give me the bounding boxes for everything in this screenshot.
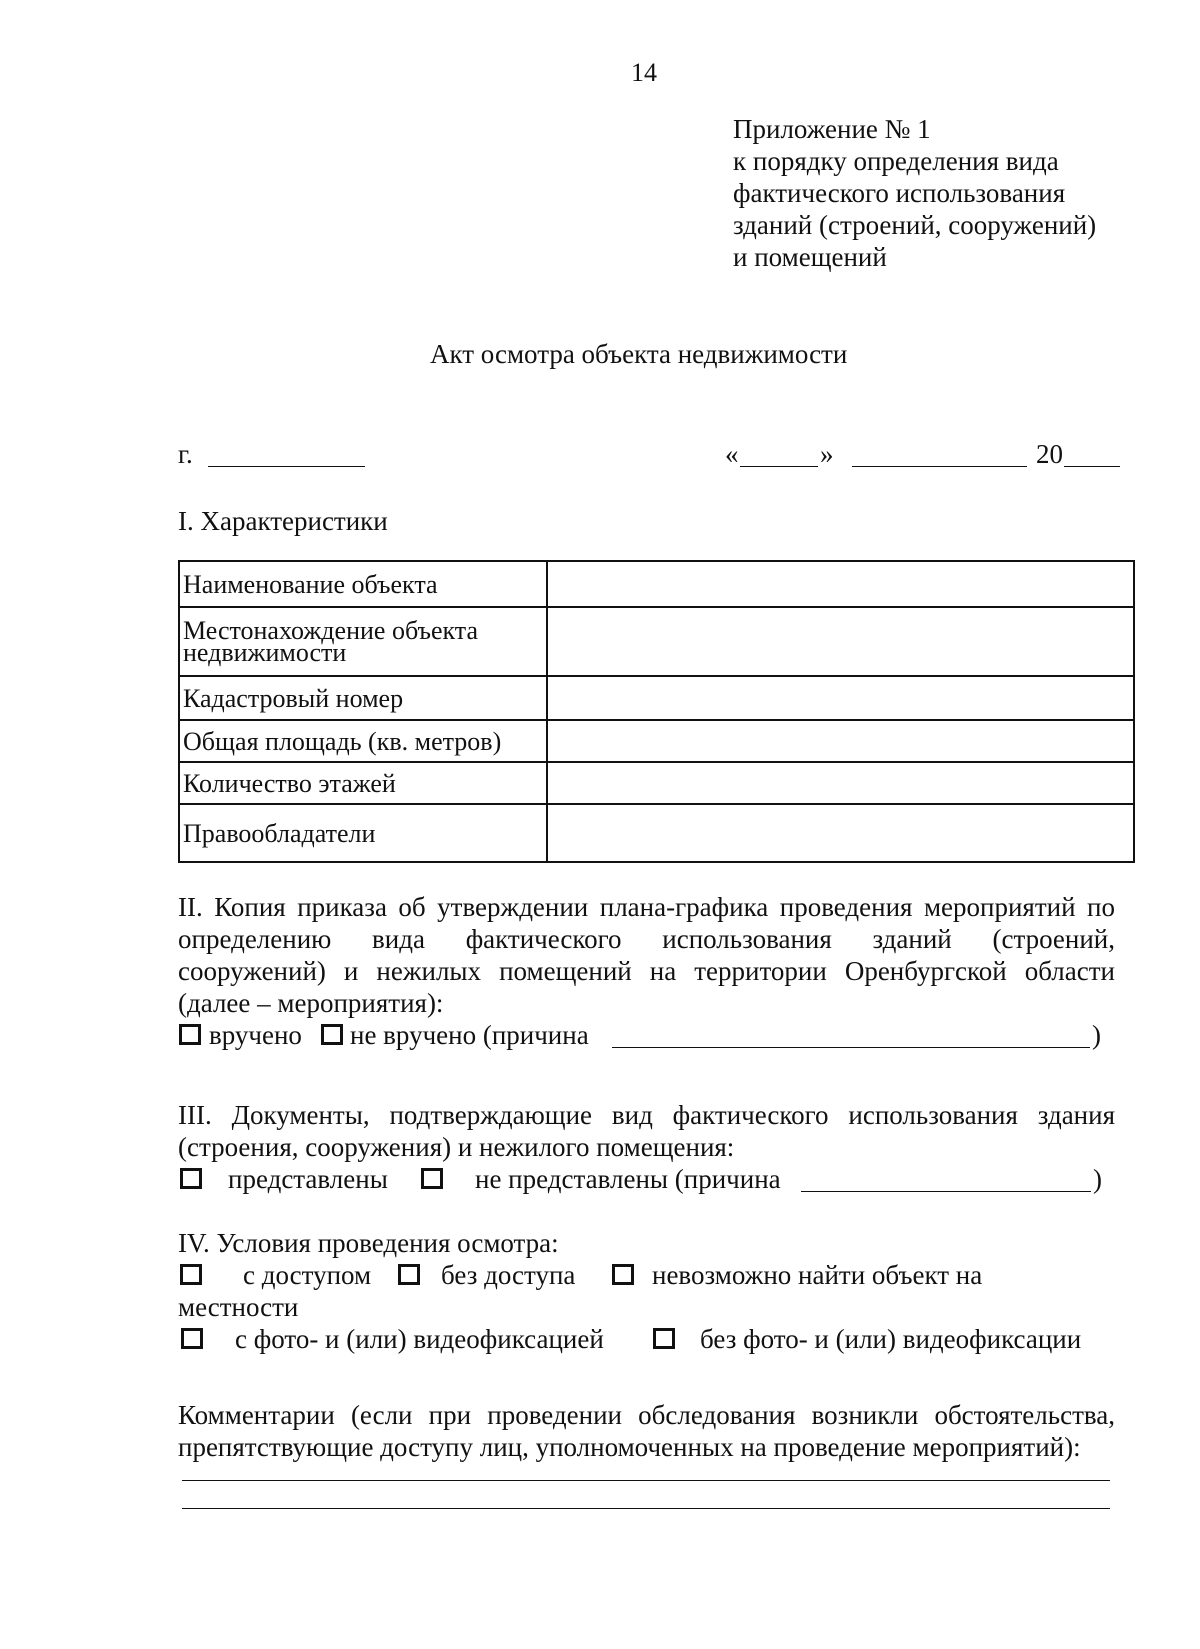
no-access-label: без доступа bbox=[441, 1260, 576, 1290]
section3-line: III. Документы, подтверждающие вид фактического использования здания bbox=[178, 1100, 1115, 1130]
appendix-block bbox=[733, 113, 1096, 273]
year-field[interactable] bbox=[1064, 466, 1120, 467]
row-value[interactable] bbox=[547, 804, 1134, 862]
close-paren: ) bbox=[1092, 1020, 1101, 1050]
appendix-line: фактического использования bbox=[733, 178, 1066, 208]
section1-heading: I. Характеристики bbox=[178, 506, 388, 536]
not-found-label: невозможно найти объект на bbox=[652, 1260, 983, 1290]
not-delivered-reason-field[interactable] bbox=[612, 1047, 1090, 1048]
row-label: Общая площадь (кв. метров) bbox=[179, 720, 547, 762]
day-field[interactable] bbox=[740, 466, 818, 467]
quote-close: » bbox=[820, 439, 834, 469]
section2-line: определению вида фактического использования зданий (строений, bbox=[178, 924, 1115, 954]
city-prefix: г. bbox=[178, 439, 193, 469]
section2-line: (далее – мероприятия): bbox=[178, 988, 444, 1018]
not-presented-reason-field[interactable] bbox=[801, 1191, 1091, 1192]
appendix-line: к порядку определения вида bbox=[733, 146, 1059, 176]
row-label: Наименование объекта bbox=[179, 561, 547, 607]
table-row bbox=[179, 607, 1134, 676]
presented-label: представлены bbox=[228, 1164, 388, 1194]
delivered-checkbox[interactable] bbox=[179, 1024, 201, 1045]
year-prefix: 20 bbox=[1036, 439, 1063, 469]
page-number: 14 bbox=[631, 58, 657, 87]
with-photo-checkbox[interactable] bbox=[181, 1328, 203, 1349]
not-delivered-checkbox[interactable] bbox=[321, 1024, 343, 1045]
section2-line: II. Копия приказа об утверждении плана-графика проведения мероприятий по bbox=[178, 892, 1115, 922]
table-row bbox=[179, 676, 1134, 720]
not-delivered-label: не вручено (причина bbox=[350, 1020, 589, 1050]
table-row bbox=[179, 762, 1134, 804]
row-label: Кадастровый номер bbox=[179, 676, 547, 720]
table-row bbox=[179, 720, 1134, 762]
no-photo-label: без фото- и (или) видеофиксации bbox=[700, 1324, 1082, 1354]
section2-line: сооружений) и нежилых помещений на территории Оренбургской области bbox=[178, 956, 1115, 986]
row-label: Правообладатели bbox=[179, 804, 547, 862]
month-field[interactable] bbox=[852, 466, 1027, 467]
not-presented-checkbox[interactable] bbox=[421, 1168, 443, 1189]
appendix-line: и помещений bbox=[733, 242, 887, 272]
with-photo-label: с фото- и (или) видеофиксацией bbox=[235, 1324, 604, 1354]
appendix-line: Приложение № 1 bbox=[733, 114, 931, 144]
comments-field-line[interactable] bbox=[182, 1480, 1110, 1481]
presented-checkbox[interactable] bbox=[180, 1168, 202, 1189]
appendix-line: зданий (строений, сооружений) bbox=[733, 210, 1097, 240]
row-value[interactable] bbox=[547, 762, 1134, 804]
not-presented-label: не представлены (причина bbox=[475, 1164, 781, 1194]
comments-field-line[interactable] bbox=[182, 1508, 1110, 1509]
table-row bbox=[179, 804, 1134, 862]
close-paren: ) bbox=[1093, 1164, 1102, 1194]
characteristics-table bbox=[178, 560, 1135, 863]
row-value[interactable] bbox=[547, 676, 1134, 720]
row-label: Местонахождение объекта недвижимости bbox=[179, 607, 547, 676]
city-field[interactable] bbox=[208, 466, 365, 467]
no-photo-checkbox[interactable] bbox=[653, 1328, 675, 1349]
section4-heading: IV. Условия проведения осмотра: bbox=[178, 1228, 559, 1258]
not-found-label-cont: местности bbox=[178, 1292, 299, 1322]
no-access-checkbox[interactable] bbox=[398, 1264, 420, 1285]
document-title: Акт осмотра объекта недвижимости bbox=[430, 339, 848, 369]
comments-line: Комментарии (если при проведении обследования возникли обстоятельства, bbox=[178, 1400, 1115, 1430]
row-value[interactable] bbox=[547, 720, 1134, 762]
row-label: Количество этажей bbox=[179, 762, 547, 804]
with-access-checkbox[interactable] bbox=[180, 1264, 202, 1285]
delivered-label: вручено bbox=[209, 1020, 302, 1050]
row-value[interactable] bbox=[547, 561, 1134, 607]
with-access-label: с доступом bbox=[243, 1260, 372, 1290]
row-value[interactable] bbox=[547, 607, 1134, 676]
comments-line: препятствующие доступу лиц, уполномоченных на проведение мероприятий): bbox=[178, 1432, 1081, 1462]
section3-line: (строения, сооружения) и нежилого помещения: bbox=[178, 1132, 735, 1162]
quote-open: « bbox=[725, 439, 739, 469]
table-row bbox=[179, 561, 1134, 607]
not-found-checkbox[interactable] bbox=[612, 1264, 634, 1285]
